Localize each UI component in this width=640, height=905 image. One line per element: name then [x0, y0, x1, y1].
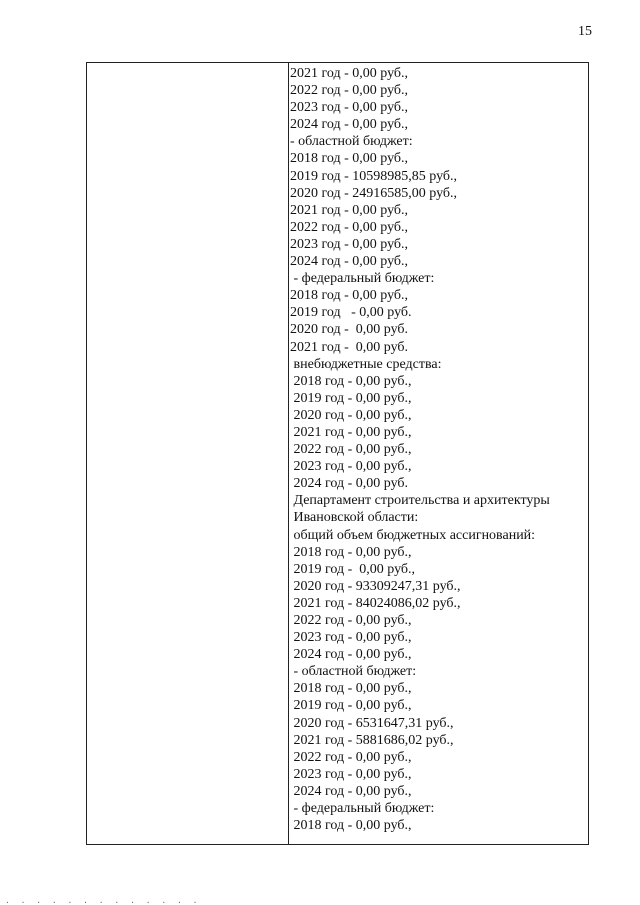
budget-line: 2024 год - 0,00 руб., — [290, 117, 409, 133]
budget-line: 2018 год - 0,00 руб., — [290, 373, 412, 389]
budget-line: 2019 год - 0,00 руб., — [290, 561, 416, 577]
budget-line: 2020 год - 6531647,31 руб., — [290, 715, 454, 731]
budget-line: 2018 год - 0,00 руб., — [290, 681, 412, 697]
budget-line: 2022 год - 0,00 руб., — [290, 749, 412, 765]
budget-line: 2024 год - 0,00 руб., — [290, 783, 412, 799]
budget-line: 2019 год - 10598985,85 руб., — [290, 168, 458, 184]
budget-line: 2019 год - 0,00 руб. — [290, 305, 412, 321]
budget-line: 2021 год - 0,00 руб., — [290, 202, 409, 218]
budget-line: 2022 год - 0,00 руб., — [290, 219, 409, 235]
budget-line: 2018 год - 0,00 руб., — [290, 288, 409, 304]
budget-line: 2023 год - 0,00 руб., — [290, 100, 409, 116]
budget-line: 2020 год - 0,00 руб., — [290, 407, 412, 423]
budget-line: Департамент строительства и архитектуры — [290, 493, 550, 509]
budget-line: 2019 год - 0,00 руб., — [290, 390, 412, 406]
budget-line: 2018 год - 0,00 руб., — [290, 818, 412, 834]
budget-line: 2019 год - 0,00 руб., — [290, 698, 412, 714]
table-right-cell — [290, 63, 588, 844]
budget-line: 2021 год - 0,00 руб. — [290, 339, 409, 355]
budget-line: внебюджетные средства: — [290, 356, 442, 372]
page-number: 15 — [578, 24, 592, 39]
budget-line: 2021 год - 5881686,02 руб., — [290, 732, 454, 748]
budget-line: 2023 год - 0,00 руб., — [290, 630, 412, 646]
budget-line: 2023 год - 0,00 руб., — [290, 459, 412, 475]
budget-line: общий объем бюджетных ассигнований: — [290, 527, 536, 543]
budget-line: 2021 год - 84024086,02 руб., — [290, 595, 461, 611]
scan-artifacts: . . . . . . . . . . . . . — [5, 896, 201, 905]
budget-line: 2024 год - 0,00 руб. — [290, 476, 409, 492]
table-left-cell — [87, 63, 289, 844]
budget-line: 2020 год - 24916585,00 руб., — [290, 185, 458, 201]
budget-line: - федеральный бюджет: — [290, 801, 435, 817]
budget-line: 2022 год - 0,00 руб., — [290, 83, 409, 99]
budget-line: 2021 год - 0,00 руб., — [290, 424, 412, 440]
budget-line: - областной бюджет: — [290, 134, 413, 150]
budget-line: 2022 год - 0,00 руб., — [290, 613, 412, 628]
budget-line: - областной бюджет: — [290, 664, 417, 680]
budget-line: 2024 год - 0,00 руб., — [290, 254, 409, 270]
budget-line: 2018 год - 0,00 руб., — [290, 544, 412, 560]
budget-line: - федеральный бюджет: — [290, 271, 435, 287]
budget-line: 2024 год - 0,00 руб., — [290, 647, 412, 663]
budget-line: 2020 год - 0,00 руб. — [290, 322, 409, 338]
document-table — [86, 62, 589, 845]
budget-line: 2023 год - 0,00 руб., — [290, 236, 409, 252]
budget-line: 2020 год - 93309247,31 руб., — [290, 578, 461, 594]
budget-line: 2021 год - 0,00 руб., — [290, 66, 409, 81]
budget-line: 2022 год - 0,00 руб., — [290, 442, 412, 458]
budget-line: 2018 год - 0,00 руб., — [290, 151, 409, 167]
budget-line: Ивановской области: — [290, 510, 419, 526]
budget-line: 2023 год - 0,00 руб., — [290, 766, 412, 782]
